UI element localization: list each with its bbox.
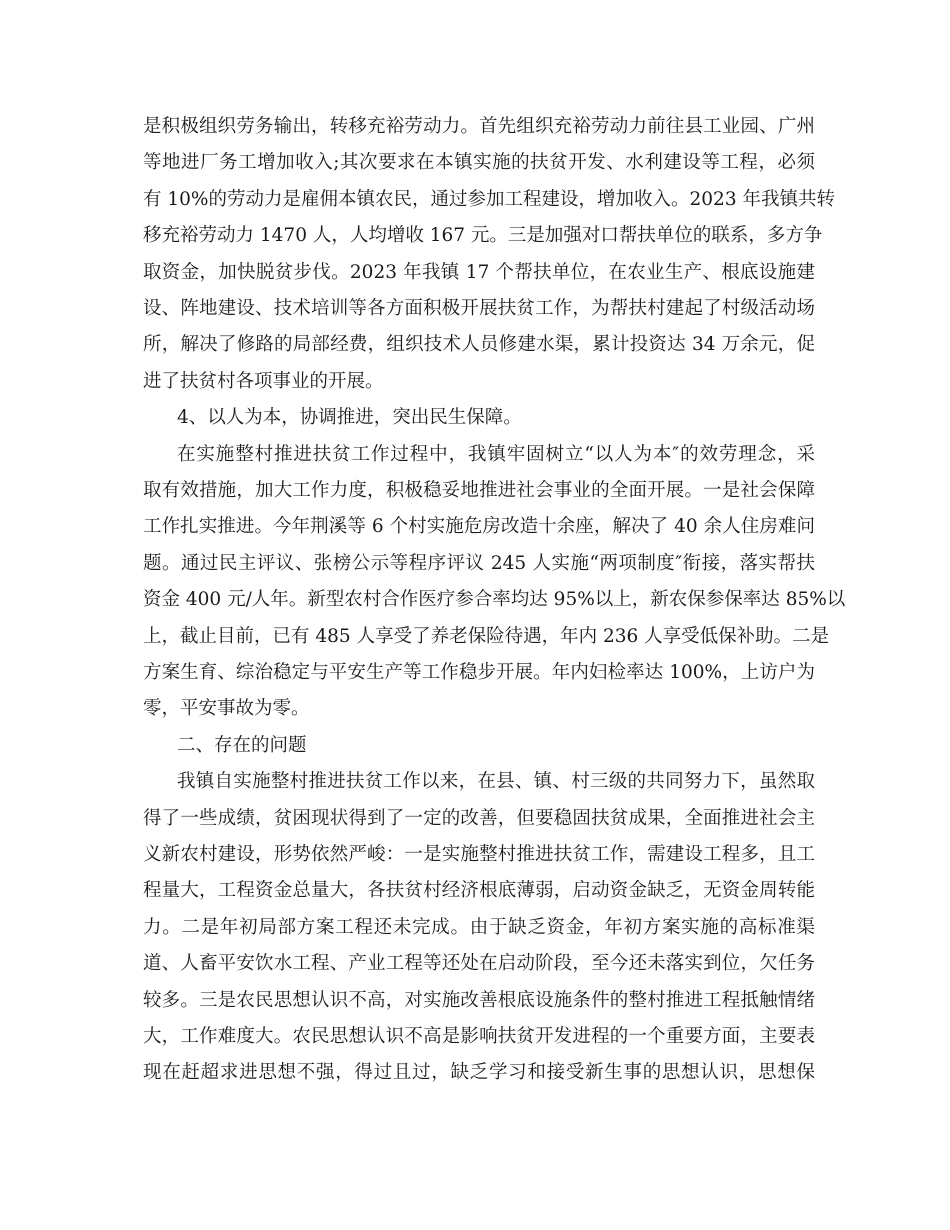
paragraph-line: 较多。三是农民思想认识不高，对实施改善根底设施条件的整村推进工程抵触情绪	[143, 990, 815, 1011]
paragraph-line: 大，工作难度大。农民思想认识不高是影响扶贫开发进程的一个重要方面，主要表	[143, 1026, 815, 1047]
paragraph-line: 二、存在的问题	[177, 735, 307, 756]
paragraph-line: 程量大，工程资金总量大，各扶贫村经济根底薄弱，启动资金缺乏，无资金周转能	[143, 880, 815, 901]
paragraph-line: 是积极组织劳务输出，转移充裕劳动力。首先组织充裕劳动力前往县工业园、广州	[143, 116, 815, 137]
paragraph-line: 得了一些成绩，贫困现状得到了一定的改善，但要稳固扶贫成果，全面推进社会主	[143, 808, 815, 829]
paragraph-line: 取资金，加快脱贫步伐。2023 年我镇 17 个帮扶单位，在农业生产、根底设施建	[143, 262, 815, 283]
paragraph-line: 道、人畜平安饮水工程、产业工程等还处在启动阶段，至今还未落实到位，欠任务	[143, 953, 815, 974]
paragraph-line: 上，截止目前，已有 485 人享受了养老保险待遇，年内 236 人享受低保补助。二是	[143, 626, 830, 647]
paragraph-line: 我镇自实施整村推进扶贫工作以来，在县、镇、村三级的共同努力下，虽然取	[177, 771, 815, 792]
paragraph-line: 资金 400 元/人年。新型农村合作医疗参合率均达 95%以上，新农保参保率达 85%以	[143, 589, 846, 610]
paragraph-line: 力。二是年初局部方案工程还未完成。由于缺乏资金，年初方案实施的高标准渠	[143, 917, 815, 938]
paragraph-line: 义新农村建设，形势依然严峻：一是实施整村推进扶贫工作，需建设工程多，且工	[143, 844, 815, 865]
paragraph-line: 方案生育、综治稳定与平安生产等工作稳步开展。年内妇检率达 100%，上访户为	[143, 662, 815, 683]
paragraph-line: 等地进厂务工增加收入;其次要求在本镇实施的扶贫开发、水利建设等工程，必须	[143, 152, 815, 173]
paragraph-line: 4、以人为本，协调推进，突出民生保障。	[177, 407, 522, 428]
paragraph-line: 在实施整村推进扶贫工作过程中，我镇牢固树立“以人为本″的效劳理念，采	[177, 444, 815, 465]
paragraph-line: 有 10%的劳动力是雇佣本镇农民，通过参加工程建设，增加收入。2023 年我镇共转	[143, 189, 835, 210]
paragraph-line: 题。通过民主评议、张榜公示等程序评议 245 人实施“两项制度″衔接，落实帮扶	[143, 553, 815, 574]
paragraph-line: 工作扎实推进。今年荆溪等 6 个村实施危房改造十余座，解决了 40 余人住房难问	[143, 516, 815, 537]
paragraph-line: 进了扶贫村各项事业的开展。	[143, 371, 384, 392]
paragraph-line: 取有效措施，加大工作力度，积极稳妥地推进社会事业的全面开展。一是社会保障	[143, 480, 815, 501]
paragraph-line: 所，解决了修路的局部经费，组织技术人员修建水渠，累计投资达 34 万余元，促	[143, 334, 815, 355]
paragraph-line: 现在赶超求进思想不强，得过且过，缺乏学习和接受新生事的思想认识，思想保	[143, 1062, 815, 1083]
paragraph-line: 零，平安事故为零。	[143, 698, 310, 719]
paragraph-line: 移充裕劳动力 1470 人，人均增收 167 元。三是加强对口帮扶单位的联系，多方争	[143, 225, 823, 246]
paragraph-line: 设、阵地建设、技术培训等各方面积极开展扶贫工作，为帮扶村建起了村级活动场	[143, 298, 815, 319]
